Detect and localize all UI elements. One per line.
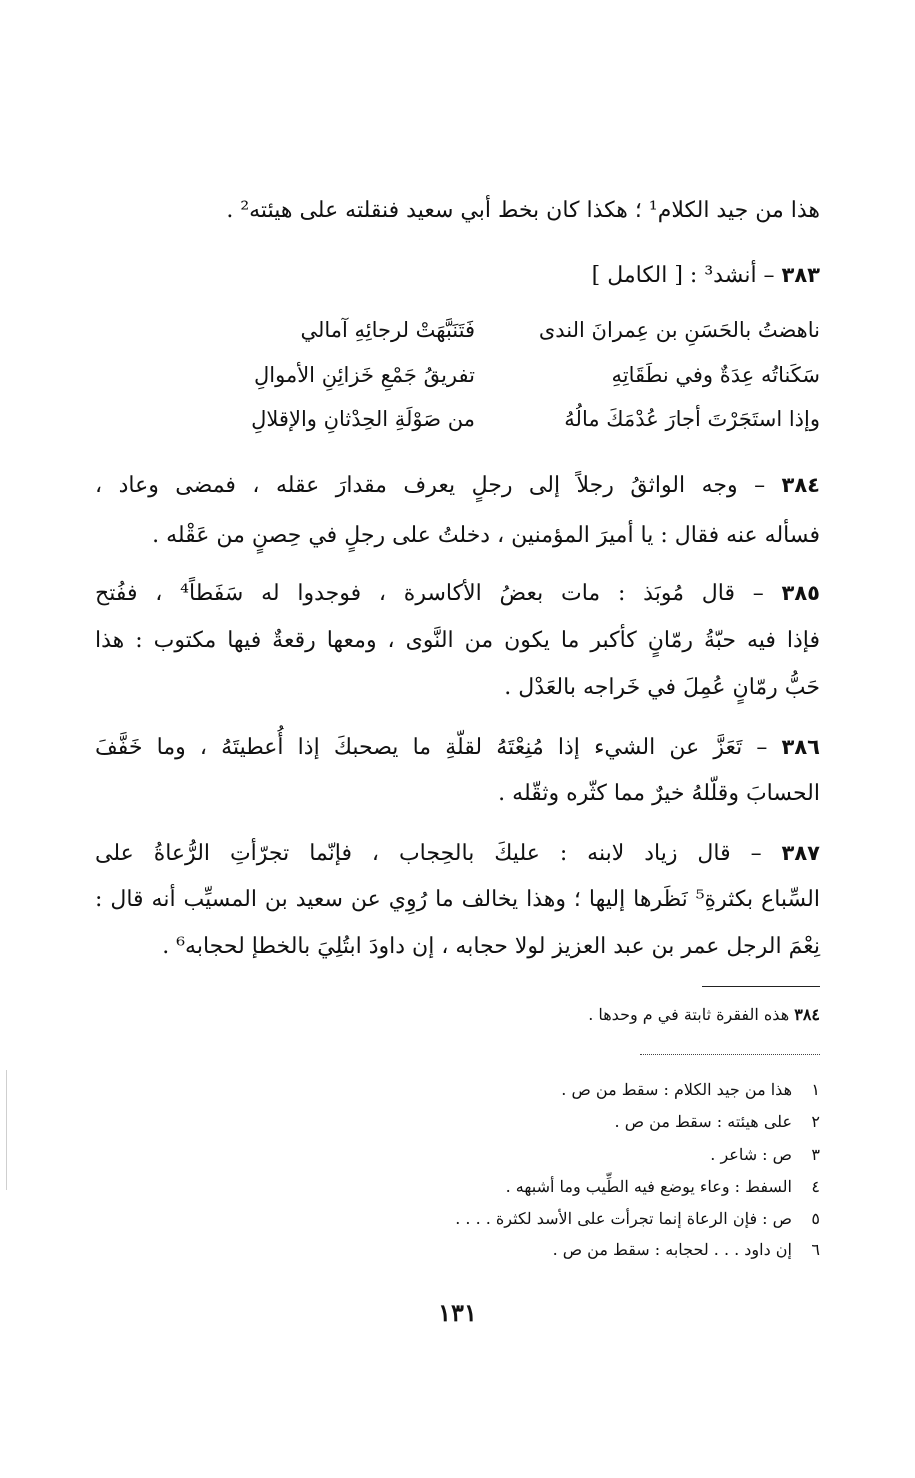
verse-line — [95, 363, 820, 393]
verse-line — [95, 407, 820, 437]
section-387-line: ٣٨٧ – قال زياد لابنه : عليكَ بالحِجاب ، فإنّما تجرّأتِ الرُّعاةُ على — [95, 841, 820, 866]
footnote: ٤السفط : وعاء يوضع فيه الطِّيب وما أشبهه . — [505, 1177, 820, 1196]
section-383-heading: ٣٨٣ – أنشد³ : [ الكامل ] — [591, 263, 820, 288]
verse-second-hemistich: فَتَنَبَّهَتْ لرجائِهِ آمالي — [300, 318, 475, 342]
verse-first-hemistich: ناهضتُ بالحَسَنِ بن عِمرانَ الندى — [538, 318, 820, 342]
footnote: ٦إن داود . . . لحجابه : سقط من ص . — [552, 1240, 820, 1259]
footnote: ٣ص : شاعر . — [710, 1145, 820, 1164]
section-387-line: السِّباع بكثرةِ⁵ نَظَرها إليها ؛ وهذا يخالف ما رُوِي عن سعيد بن المسيِّب أنه قال : — [95, 887, 820, 912]
verse-first-hemistich: وإذا استَجَرْتَ أجارَ عُدْمَكَ مالُهُ — [564, 407, 820, 431]
scan-edge-mark — [6, 1070, 7, 1190]
verse-second-hemistich: من صَوْلَةِ الحِدْثانِ والإقلالِ — [251, 407, 475, 431]
section-number: ٣٨٥ — [781, 581, 820, 605]
section-386-line: الحسابَ وقلّلهُ خيرٌ مما كثّره وثقّله . — [498, 781, 820, 806]
section-384-line: ٣٨٤ – وجه الواثقُ رجلاً إلى رجلٍ يعرف مقدارَ عقله ، فمضى وعاد ، — [95, 473, 820, 498]
section-number: ٣٨٧ — [781, 841, 820, 865]
page-number: ١٣١ — [438, 1298, 477, 1327]
section-387-line: نِعْمَ الرجل عمر بن عبد العزيز لولا حجابه ، إن داودَ ابتُلِيَ بالخطإ لحجابه⁶ . — [162, 934, 820, 959]
footnote: ٥ص : فإن الرعاة إنما تجرأت على الأسد لكثرة . . . . — [455, 1209, 820, 1228]
dotted-divider — [640, 1054, 820, 1055]
footnote-divider — [702, 986, 820, 987]
section-385-line: فإذا فيه حبّةُ رمّانٍ كأكبر ما يكون من النَّوى ، ومعها رقعةٌ فيها مكتوب : هذا — [95, 628, 820, 653]
verse-second-hemistich: تفريقُ جَمْعِ خَزائِنِ الأموالِ — [254, 363, 475, 387]
footnote: ١هذا من جيد الكلام : سقط من ص . — [561, 1080, 820, 1099]
section-384-line: فسأله عنه فقال : يا أميرَ المؤمنين ، دخلتُ على رجلٍ في حِصنٍ من عَقْله . — [152, 523, 820, 548]
section-386-line: ٣٨٦ – تَعَزَّ عن الشيء إذا مُنِعْتَهُ لقلّةِ ما يصحبكَ إذا أُعطيتَهُ ، وما خَفَّفَ — [95, 735, 820, 760]
section-number: ٣٨٣ — [781, 263, 820, 287]
footnote: ٢على هيئته : سقط من ص . — [614, 1112, 820, 1131]
footnote-section-note: ٣٨٤ هذه الفقرة ثابتة في م وحدها . — [588, 1005, 820, 1024]
section-number: ٣٨٤ — [794, 1005, 820, 1024]
section-number: ٣٨٦ — [781, 735, 820, 759]
verse-first-hemistich: سَكَناتُه عِدَةٌ وفي نطَقَاتِهِ — [611, 363, 820, 387]
section-385-line: ٣٨٥ – قال مُوبَذ : مات بعضُ الأكاسرة ، فوجدوا له سَفَطاً⁴ ، ففُتح — [95, 581, 820, 606]
section-385-line: حَبُّ رمّانٍ عُمِلَ في خَراجه بالعَدْل . — [504, 675, 820, 700]
verse-line — [95, 318, 820, 348]
section-number: ٣٨٤ — [781, 473, 820, 497]
intro-line: هذا من جيد الكلام¹ ؛ هكذا كان بخط أبي سعيد فنقلته على هيئته² . — [226, 198, 820, 223]
